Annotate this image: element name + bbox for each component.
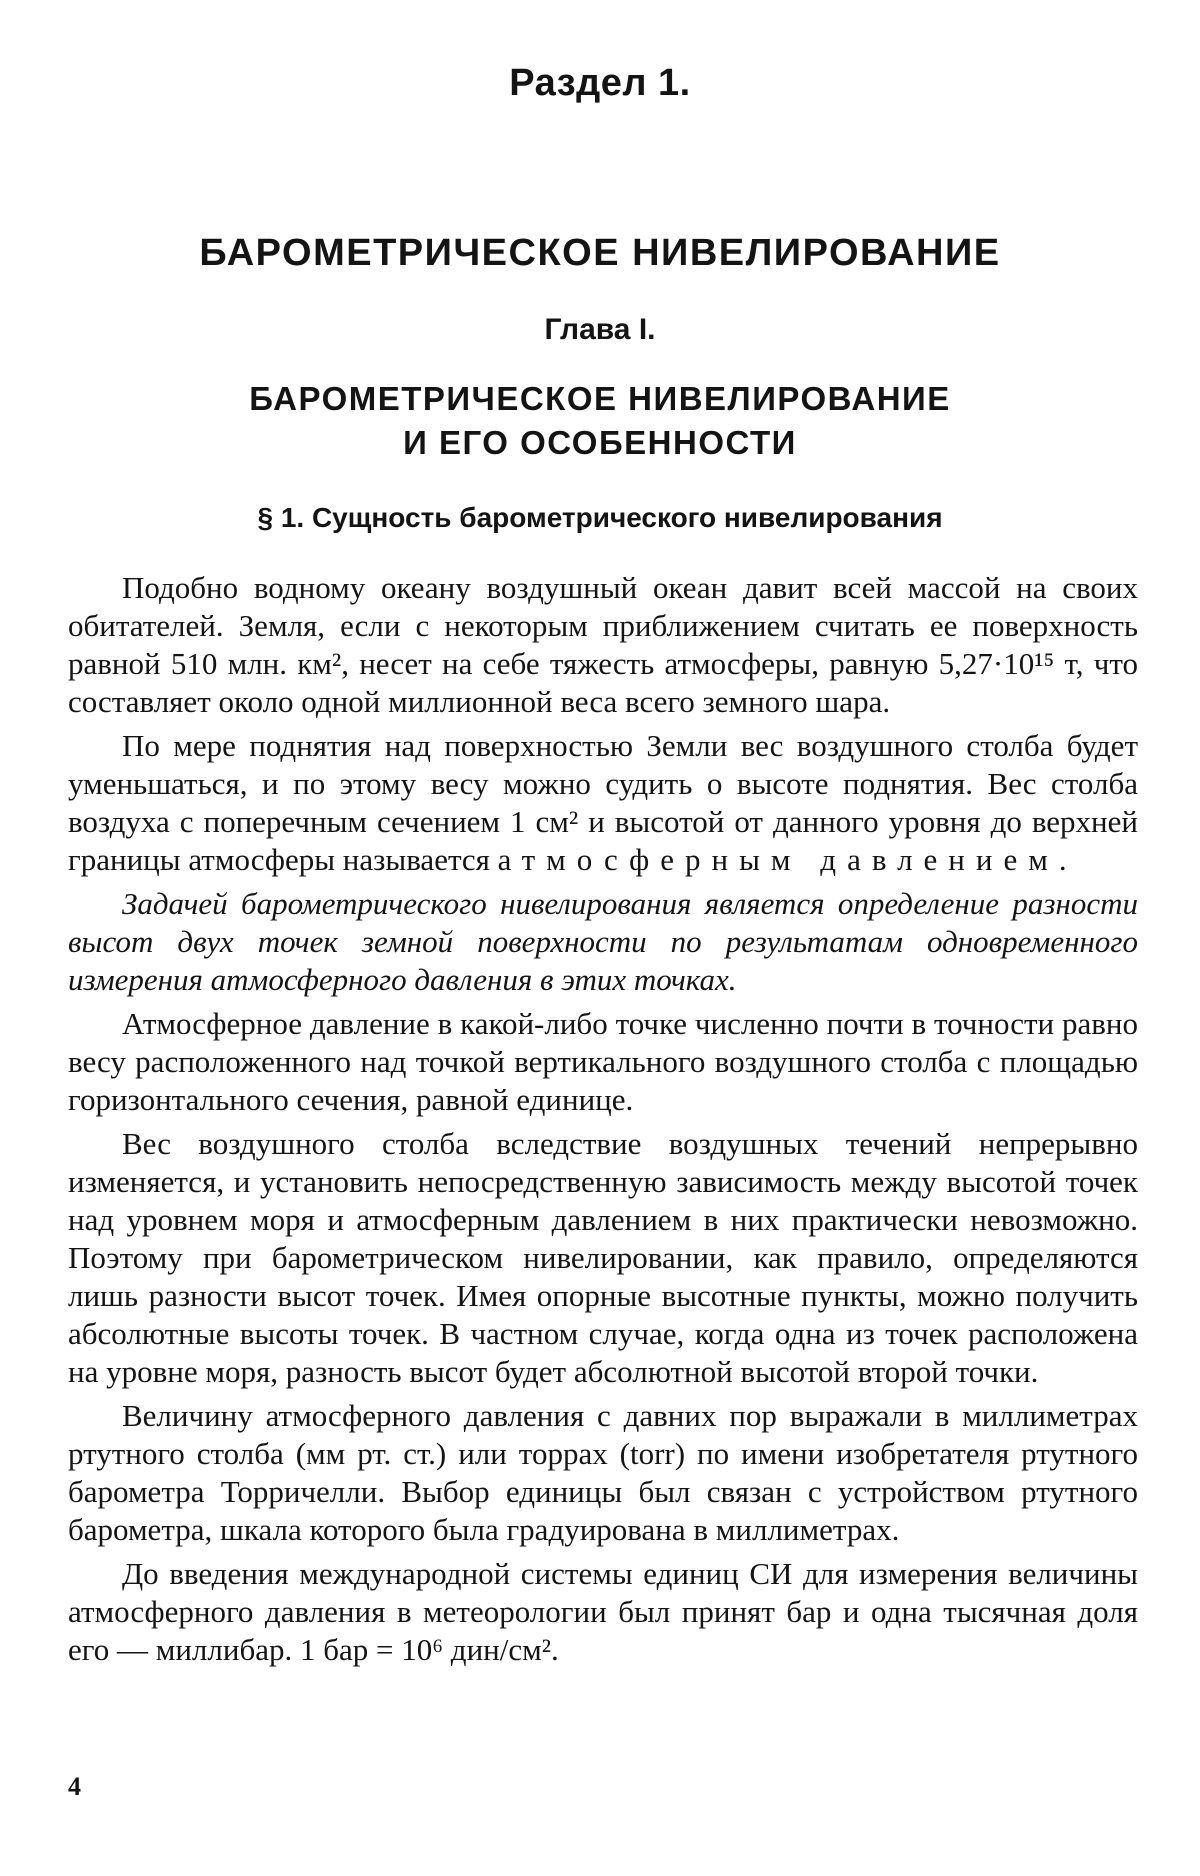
section-label: Раздел 1. <box>509 62 691 104</box>
paragraph-definition: Задачей барометрического нивелирования является определение разности высот двух точек земной поверхности по результатам одновременного измерения атмосферного давления в этих точках. <box>68 886 1138 997</box>
paragraph: Величину атмосферного давления с давних пор выражали в миллиметрах ртутного столба (мм рт. ст.) или торрах (torr) по имени изобретателя ртутного барометра Торричелли. Выбор единицы был связан с устройством ртутного барометра, шкала которого была градуирована в миллиметрах. <box>68 1398 1138 1547</box>
page-number: 4 <box>68 1772 81 1801</box>
part-title: БАРОМЕТРИЧЕСКОЕ НИВЕЛИРОВАНИЕ <box>199 232 1001 274</box>
paragraph: По мере поднятия над поверхностью Земли вес воздушного столба будет уменьшаться, и по этому весу можно судить о высоте поднятия. Вес столба воздуха с поперечным сечением 1 см² и высотой от данного уровня до верхней границы атмосферы называется атмосферным давлением. <box>68 728 1138 877</box>
chapter-title <box>0 377 1200 465</box>
section-heading: § 1. Сущность барометрического нивелирования <box>257 502 943 533</box>
body-text <box>68 569 1138 1675</box>
emphasized-term: атмосферным давлением <box>497 842 1059 877</box>
paragraph: Атмосферное давление в какой-либо точке численно почти в точности равно весу расположенного над точкой вертикального воздушного столба с площадью горизонтального сечения, равной единице. <box>68 1006 1138 1117</box>
chapter-title-line-2: И ЕГО ОСОБЕННОСТИ <box>403 424 797 461</box>
chapter-title-line-1: БАРОМЕТРИЧЕСКОЕ НИВЕЛИРОВАНИЕ <box>249 380 951 417</box>
chapter-label: Глава I. <box>544 313 656 346</box>
paragraph: Вес воздушного столба вследствие воздушных течений непрерывно изменяется, и установить непосредственную зависимость между высотой точек над уровнем моря и атмосферным давлением в них практически невозможно. Поэтому при барометрическом нивелировании, как правило, определяются лишь разности высот точек. Имея опорные высотные пункты, можно получить абсолютные высоты точек. В частном случае, когда одна из точек расположена на уровне моря, разность высот будет абсолютной высотой второй точки. <box>68 1126 1138 1389</box>
paragraph: До введения международной системы единиц СИ для измерения величины атмосферного давления в метеорологии был принят бар и одна тысячная доля его — миллибар. 1 бар = 10⁶ дин/см². <box>68 1556 1138 1667</box>
paragraph-text: По мере поднятия над поверхностью Земли вес воздушного столба будет уменьшаться, и по этому весу можно судить о высоте поднятия. Вес столба воздуха с поперечным сечением 1 см² и высотой от данного уровня до верхней границы атмосферы называется <box>68 728 1138 877</box>
paragraph: Подобно водному океану воздушный океан давит всей массой на своих обитателей. Земля, если с некоторым приближением считать ее поверхность равной 510 млн. км², несет на себе тяжесть атмосферы, равную 5,27·10¹⁵ т, что составляет около одной миллионной веса всего земного шара. <box>68 570 1138 719</box>
